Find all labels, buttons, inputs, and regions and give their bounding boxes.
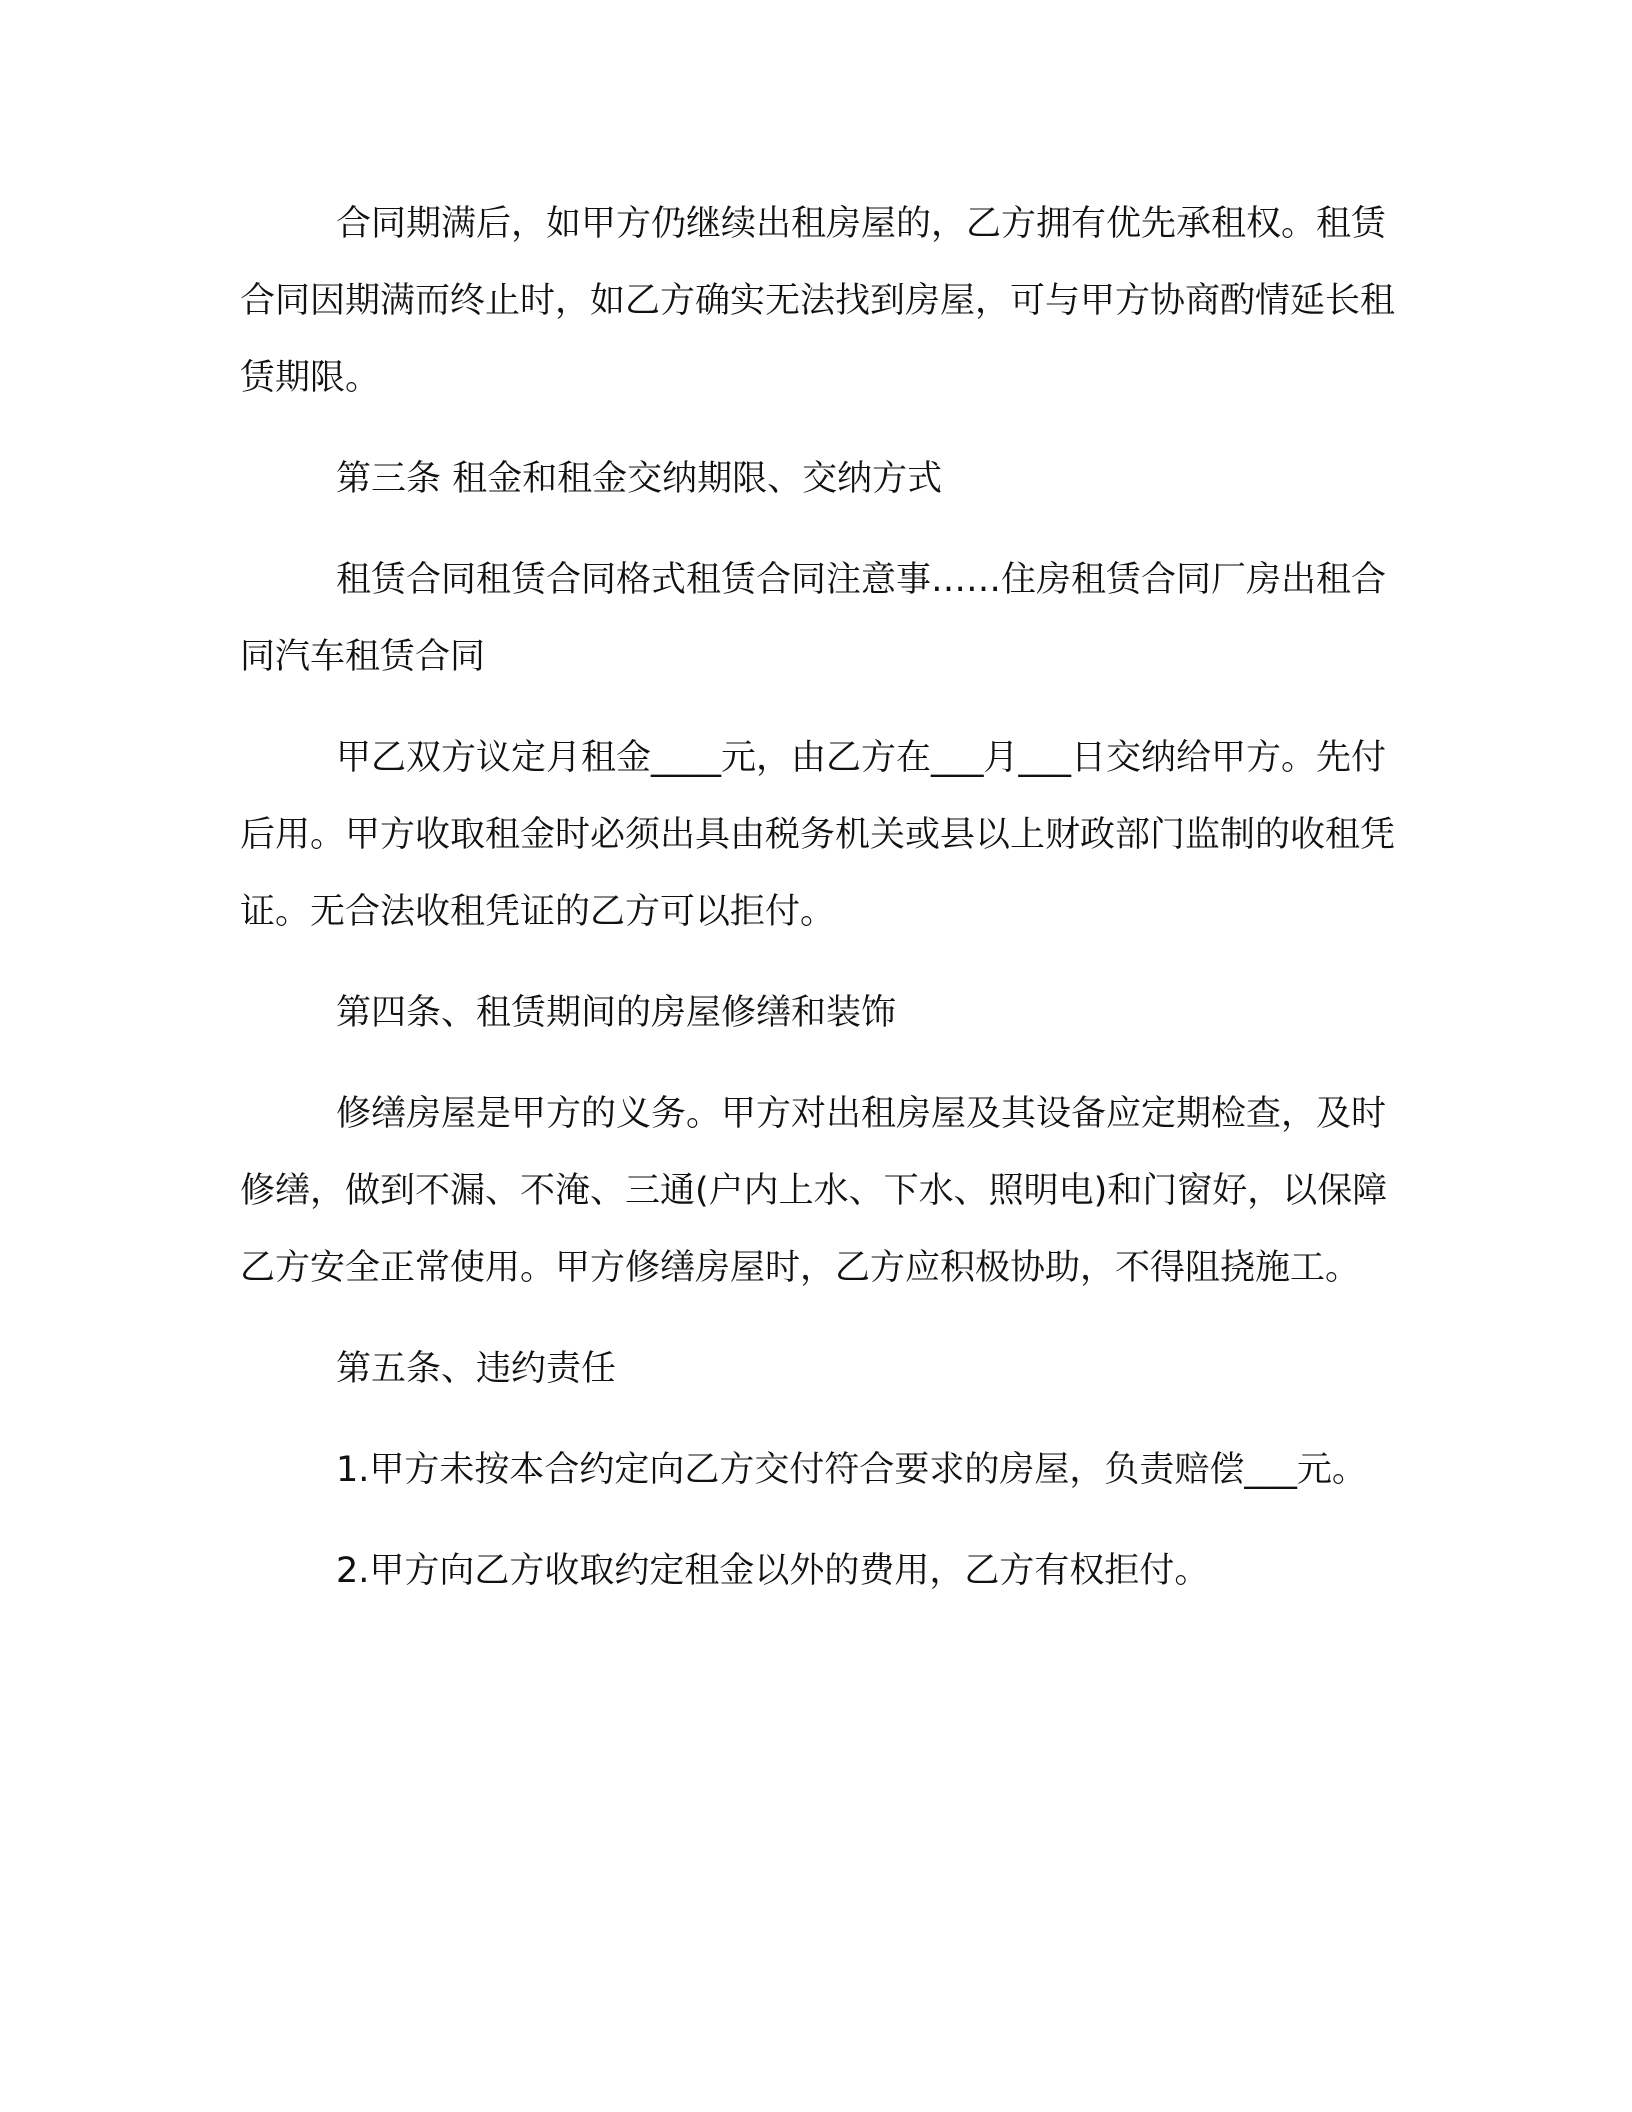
- document-body: [240, 186, 1410, 1634]
- paragraph-related-contracts: 租赁合同租赁合同格式租赁合同注意事……住房租赁合同厂房出租合同汽车租赁合同: [240, 560, 1387, 677]
- article-5-heading: 第五条、违约责任: [336, 1349, 617, 1389]
- article-3-heading: 第三条 租金和租金交纳期限、交纳方式: [336, 459, 943, 499]
- paragraph-repairs: 修缮房屋是甲方的义务。甲方对出租房屋及其设备应定期检查，及时修缮，做到不漏、不淹、三通(户内上水、下水、照明电)和门窗好，以保障乙方安全正常使用。甲方修缮房屋时，乙方应积极协助，不得阻挠施工。: [240, 1094, 1388, 1288]
- paragraph-rent-payment: 甲乙双方议定月租金____元，由乙方在___月___日交纳给甲方。先付后用。甲方收取租金时必须出具由税务机关或县以上财政部门监制的收租凭证。无合法收租凭证的乙方可以拒付。: [240, 738, 1396, 932]
- paragraph-breach-1: 1.甲方未按本合约定向乙方交付符合要求的房屋，负责赔偿___元。: [336, 1450, 1367, 1490]
- paragraph-lease-renewal: 合同期满后，如甲方仍继续出租房屋的，乙方拥有优先承租权。租赁合同因期满而终止时，如乙方确实无法找到房屋，可与甲方协商酌情延长租赁期限。: [240, 204, 1396, 398]
- article-4-heading: 第四条、租赁期间的房屋修缮和装饰: [336, 993, 897, 1033]
- paragraph-breach-2: 2.甲方向乙方收取约定租金以外的费用，乙方有权拒付。: [336, 1551, 1210, 1591]
